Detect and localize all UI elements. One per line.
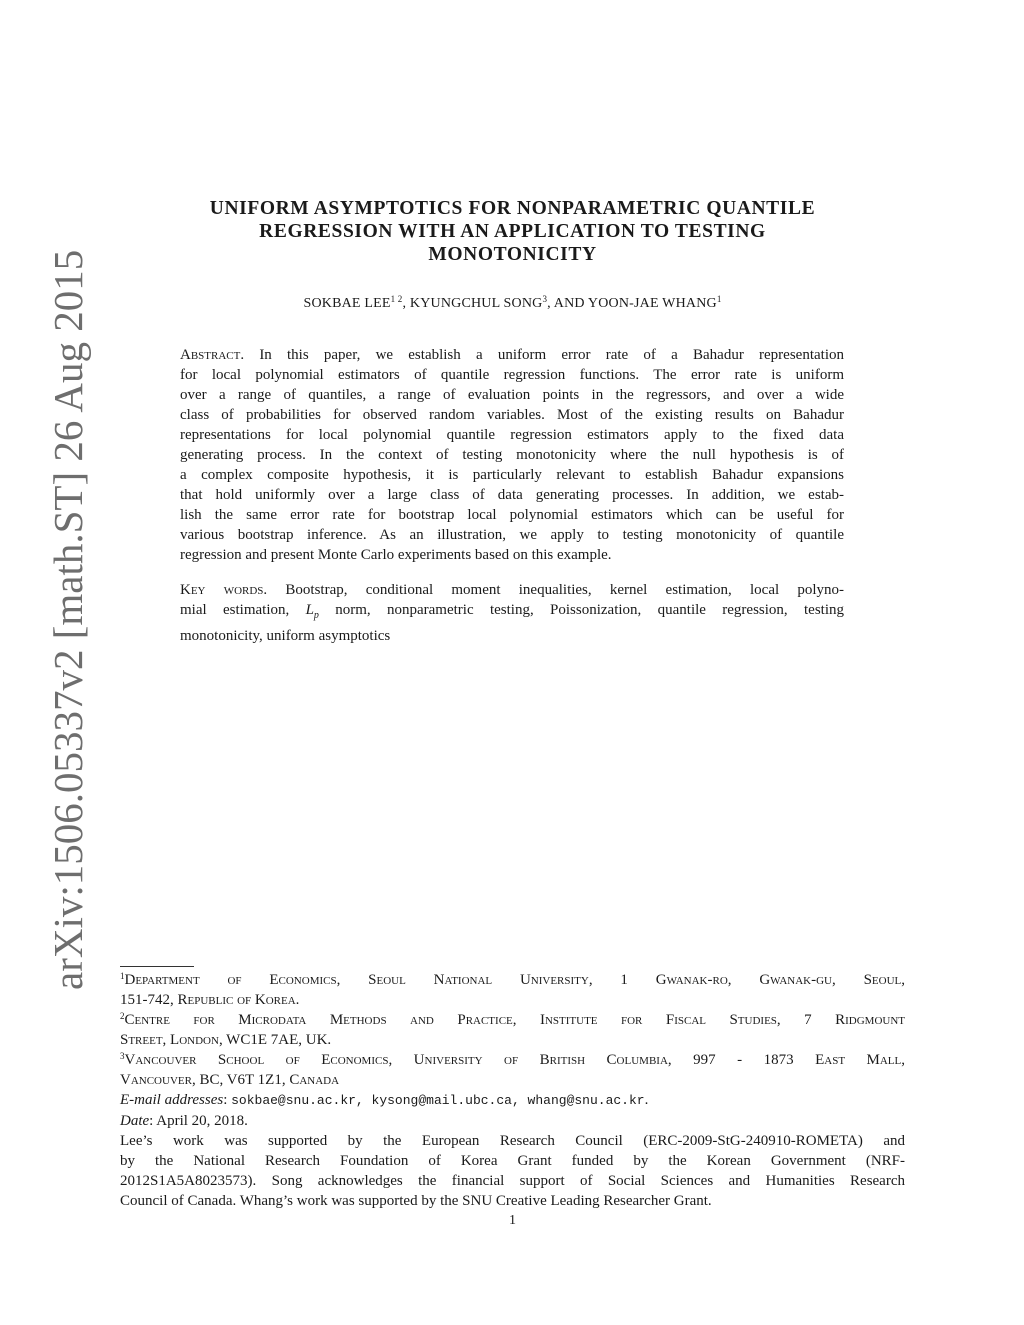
footnote-mark: 3 xyxy=(120,1051,125,1061)
date-line xyxy=(120,1111,905,1131)
title-line: MONOTONICITY xyxy=(428,244,597,265)
author-name: , KYUNGCHUL SONG xyxy=(402,296,543,311)
abstract-line: class of probabilities for observed random variables. Most of the existing results on Bahadur xyxy=(180,407,844,423)
abstract-line: a complex composite hypothesis, it is particularly relevant to establish Bahadur expansions xyxy=(180,467,844,483)
abstract-heading: Abstract. xyxy=(180,347,245,363)
author-affiliation-mark: 3 xyxy=(542,294,548,304)
funding-line: by the National Research Foundation of Korea Grant funded by the Korean Government (NRF- xyxy=(120,1153,905,1169)
abstract-line: over a range of quantiles, a range of evaluation points in the regressors, and over a wide xyxy=(180,387,844,403)
footnote-mark: 1 xyxy=(120,971,125,981)
affiliation-footnote xyxy=(120,1010,905,1030)
abstract-line: for local polynomial estimators of quantile regression functions. The error rate is uniform xyxy=(180,367,844,383)
keywords-heading: Key words. xyxy=(180,582,268,598)
funding-line: Lee’s work was supported by the European Research Council (ERC-2009-StG-240910-ROMETA) and xyxy=(120,1133,905,1149)
email-end: . xyxy=(644,1092,649,1108)
date-label: Date xyxy=(120,1113,150,1129)
abstract-line: various bootstrap inference. As an illustration, we apply to testing monotonicity of quantile xyxy=(180,527,844,543)
title-line: UNIFORM ASYMPTOTICS FOR NONPARAMETRIC QUANTILE xyxy=(209,198,816,219)
keywords-text: Bootstrap, conditional moment inequalities, kernel estimation, local polyno- xyxy=(285,582,845,598)
abstract-line: that hold uniformly over a large class of data generating processes. In addition, we estab- xyxy=(180,487,844,503)
abstract-line xyxy=(180,345,844,365)
funding-line: 2012S1A5A8023573). Song acknowledges the financial support of Social Sciences and Humanities Research xyxy=(120,1173,905,1189)
title-line: REGRESSION WITH AN APPLICATION TO TESTING xyxy=(259,221,766,242)
keywords-line xyxy=(180,580,844,600)
affiliation-footnote xyxy=(120,1050,905,1070)
affiliation-footnote-cont: Street, London, WC1E 7AE, UK. xyxy=(120,1032,332,1048)
abstract-line: regression and present Monte Carlo experiments based on this example. xyxy=(180,547,612,563)
funding-line: Council of Canada. Whang’s work was supported by the SNU Creative Leading Researcher Grant. xyxy=(120,1193,712,1209)
abstract xyxy=(180,345,844,565)
affiliation-footnote xyxy=(120,970,905,990)
footnote-mark: 2 xyxy=(120,1011,125,1021)
abstract-line: lish the same error rate for bootstrap local polynomial estimators which can be useful for xyxy=(180,507,844,523)
author-affiliation-mark: 1 xyxy=(716,294,722,304)
math-subscript: p xyxy=(313,610,319,621)
author-affiliation-mark: 1 2 xyxy=(390,294,403,304)
affiliation-text: Centre for Microdata Methods and Practice, Institute for Fiscal Studies, 7 Ridgmount xyxy=(124,1012,905,1028)
date-value: : April 20, 2018. xyxy=(149,1113,248,1129)
affiliation-text: Department of Economics, Seoul National University, 1 Gwanak-ro, Gwanak-gu, Seoul, xyxy=(124,972,905,988)
keywords-text: norm, nonparametric testing, Poissonization, quantile regression, testing xyxy=(318,602,845,618)
abstract-line: generating process. In the context of testing monotonicity where the null hypothesis is of xyxy=(180,447,844,463)
email-separator: : xyxy=(223,1092,232,1108)
paper-title xyxy=(120,197,905,266)
abstract-text: In this paper, we establish a uniform error rate of a Bahadur representation xyxy=(259,347,844,363)
keywords xyxy=(180,580,844,646)
keywords-text: mial estimation, xyxy=(180,602,306,618)
author-name: , AND YOON-JAE WHANG xyxy=(547,296,717,311)
affiliation-footnote-cont: 151-742, Republic of Korea. xyxy=(120,992,300,1008)
abstract-line: representations for local polynomial quantile regression estimators apply to the fixed data xyxy=(180,427,844,443)
affiliation-footnote-cont: Vancouver, BC, V6T 1Z1, Canada xyxy=(120,1072,340,1088)
email-label: E-mail addresses xyxy=(120,1092,224,1108)
author-name: SOKBAE LEE xyxy=(303,296,391,311)
email-line xyxy=(120,1090,905,1111)
keywords-line: monotonicity, uniform asymptotics xyxy=(180,628,391,644)
footnote-rule xyxy=(120,966,194,967)
author-list xyxy=(120,296,905,312)
arxiv-identifier: arXiv:1506.05337v2 [math.ST] 26 Aug 2015 xyxy=(45,249,91,990)
affiliation-text: Vancouver School of Economics, University of British Columbia, 997 - 1873 East Mall, xyxy=(124,1052,905,1068)
keywords-line xyxy=(180,600,844,626)
page-number: 1 xyxy=(509,1213,516,1228)
math-symbol: L xyxy=(305,602,314,618)
footnotes xyxy=(120,970,905,1211)
email-addresses: sokbae@snu.ac.kr, kysong@mail.ubc.ca, whang@snu.ac.kr xyxy=(231,1093,645,1108)
